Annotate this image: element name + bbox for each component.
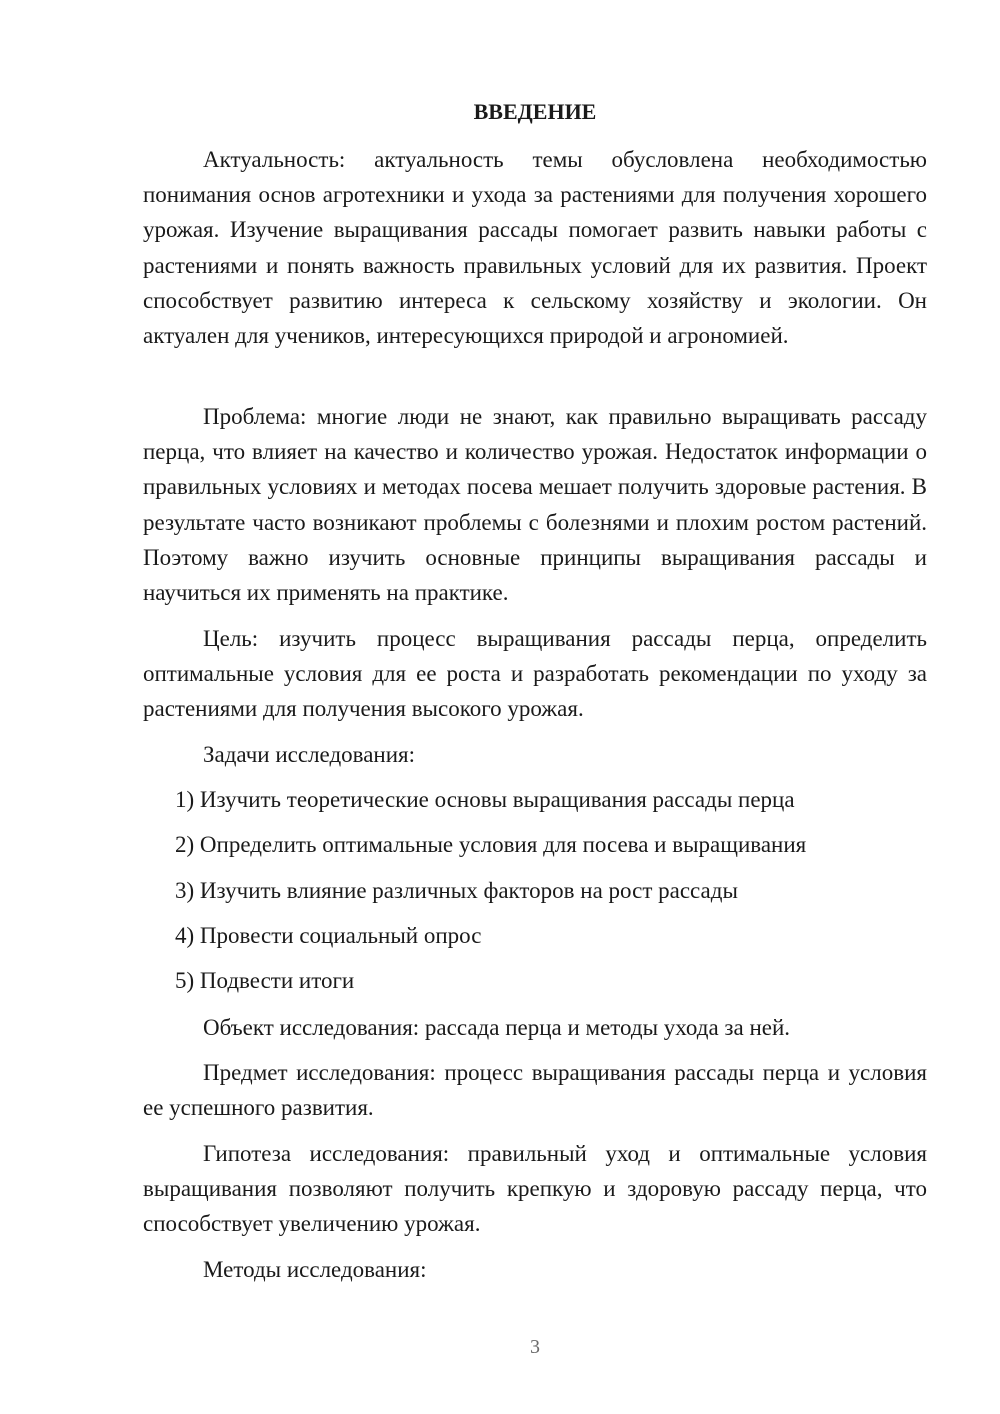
task-item-4: 4) Провести социальный опрос [175, 923, 482, 948]
task-item-5: 5) Подвести итоги [175, 968, 355, 993]
paragraph-problem: Проблема: многие люди не знают, как правильно выращивать рассаду перца, что влияет на качество и количество урожая. Недостаток информации о правильных условиях и методах посева мешает получить здоровые растения. В результате часто возникают проблемы с болезнями и плохим ростом растений. Поэтому важно изучить основные принципы выращивания рассады и научиться их применять на практике. [143, 404, 927, 606]
paragraph-relevance: Актуальность: актуальность темы обусловлена необходимостью понимания основ агротехники и ухода за растениями для получения хорошего урожая. Изучение выращивания рассады помогает развить навыки работы с растениями и понять важность правильных условий для их развития. Проект способствует развитию интереса к сельскому хозяйству и экологии. Он актуален для учеников, интересующихся природой и агрономией. [143, 147, 927, 349]
paragraph-object: Объект исследования: рассада перца и методы ухода за ней. [203, 1015, 791, 1040]
page-number: 3 [530, 1336, 540, 1358]
task-item-2: 2) Определить оптимальные условия для посева и выращивания [175, 832, 807, 857]
task-item-3: 3) Изучить влияние различных факторов на рост рассады [175, 878, 738, 903]
tasks-heading: Задачи исследования: [203, 742, 416, 767]
task-item-1: 1) Изучить теоретические основы выращивания рассады перца [175, 787, 795, 812]
methods-heading: Методы исследования: [203, 1257, 427, 1282]
paragraph-hypothesis: Гипотеза исследования: правильный уход и оптимальные условия выращивания позволяют получить крепкую и здоровую рассаду перца, что способствует увеличению урожая. [143, 1141, 927, 1237]
paragraph-goal: Цель: изучить процесс выращивания рассады перца, определить оптимальные условия для ее роста и разработать рекомендации по уходу за растениями для получения высокого урожая. [143, 626, 927, 722]
section-title: ВВЕДЕНИЕ [473, 99, 597, 124]
paragraph-subject: Предмет исследования: процесс выращивания рассады перца и условия ее успешного развития. [143, 1060, 927, 1121]
